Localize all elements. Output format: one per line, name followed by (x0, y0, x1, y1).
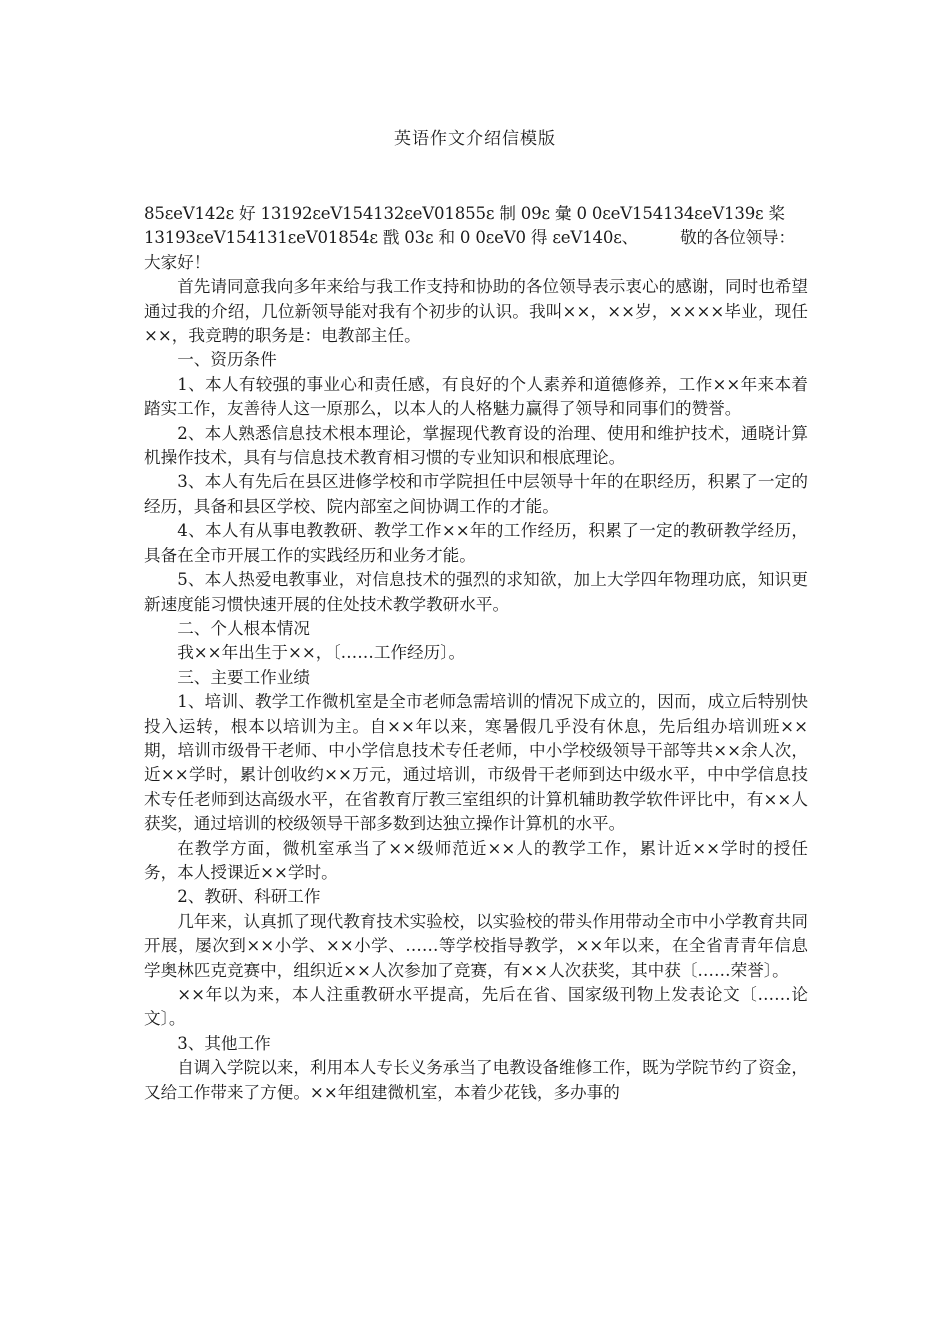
paragraph-training: 1、培训、教学工作微机室是全市老师急需培训的情况下成立的，因而，成立后特别快投入运转，根本以培训为主。自××年以来，寒暑假几乎没有休息，先后组办培训班××期，培训市级骨干老师、中小学信息技术专任老师，中小学校级领导干部等共××余人次，近××学时，累计创收约××万元，通过培训，市级骨干老师到达中级水平，中中学信息技术专任老师到达高级水平，在省教育厅教三室组织的计算机辅助教学软件评比中，有××人获奖，通过培训的校级领导干部多数到达独立操作计算机的水平。 (144, 692, 808, 834)
paragraph-other: 自调入学院以来，利用本人专长义务承当了电教设备维修工作，既为学院节约了资金，又给工作带来了方便。××年组建微机室，本着少花钱，多办事的 (144, 1058, 808, 1102)
section-heading-qualifications: 一、资历条件 (177, 350, 277, 370)
paragraph-qualification-1: 1、本人有较强的事业心和责任感，有良好的个人素养和道德修养，工作××年来本着踏实工作，友善待人这一原那么，以本人的人格魅力赢得了领导和同事们的赞誉。 (144, 374, 808, 419)
section-heading-achievements: 三、主要工作业绩 (177, 667, 310, 687)
header-line-2 (144, 226, 808, 250)
paragraph-research-2: ××年以为来，本人注重教研水平提高，先后在省、国家级刊物上发表论文〔……论文〕。 (144, 985, 808, 1029)
paragraph-intro: 首先请同意我向多年来给与我工作支持和协助的各位领导表示衷心的感谢，同时也希望通过我的介绍，几位新领导能对我有个初步的认识。我叫××，××岁，××××毕业，现任××，我竞聘的职务是：电教部主任。 (144, 277, 808, 346)
paragraph-qualification-5: 5、本人热爱电教事业，对信息技术的强烈的求知欲，加上大学四年物理功底，知识更新速度能习惯快速开展的住处技术教学教研水平。 (144, 570, 808, 614)
subheading-research: 2、教研、科研工作 (177, 887, 321, 907)
document-body (144, 202, 808, 1105)
salutation: 敬的各位领导： (680, 228, 795, 248)
paragraph-personal: 我××年出生于××，〔……工作经历〕。 (177, 643, 466, 663)
subheading-other: 3、其他工作 (177, 1033, 271, 1053)
paragraph-teaching: 在教学方面，微机室承当了××级师范近××人的教学工作，累计近××学时的授任务，本人授课近××学时。 (144, 838, 808, 882)
paragraph-qualification-2: 2、本人熟悉信息技术根本理论，掌握现代教育设的治理、使用和维护技术，通晓计算机操作技术，具有与信息技术教育相习惯的专业知识和根底理论。 (144, 423, 808, 468)
paragraph-research-1: 几年来，认真抓了现代教育技术实验校，以实验校的带头作用带动全市中小学教育共同开展，屡次到××小学、××小学、……等学校指导教学，××年以来，在全省青青年信息学奥林匹克竞赛中，组织近××人次参加了竞赛，有××人次获奖，其中获〔……荣誉〕。 (144, 911, 808, 980)
paragraph-qualification-3: 3、本人有先后在县区进修学校和市学院担任中层领导十年的在职经历，积累了一定的经历，具备和县区学校、院内部室之间协调工作的才能。 (144, 472, 808, 516)
section-heading-personal: 二、个人根本情况 (177, 618, 310, 638)
document-title: 英语作文介绍信模版 (394, 129, 556, 149)
paragraph-qualification-4: 4、本人有从事电教教研、教学工作××年的工作经历，积累了一定的教研教学经历，具备在全市开展工作的实践经历和业务才能。 (144, 521, 808, 565)
header-line-1: 85εeV142ε 好 13192εeV154132εeV01855ε 制 09ε 彙 0 0εeV154134εeV139ε 桨 (144, 204, 785, 223)
greeting: 大家好！ (144, 252, 211, 272)
header-line-2-code: 13193εeV154131εeV01854ε 戬 03ε 和 0 0εeV0 得 εeV140ε、 (144, 228, 639, 248)
